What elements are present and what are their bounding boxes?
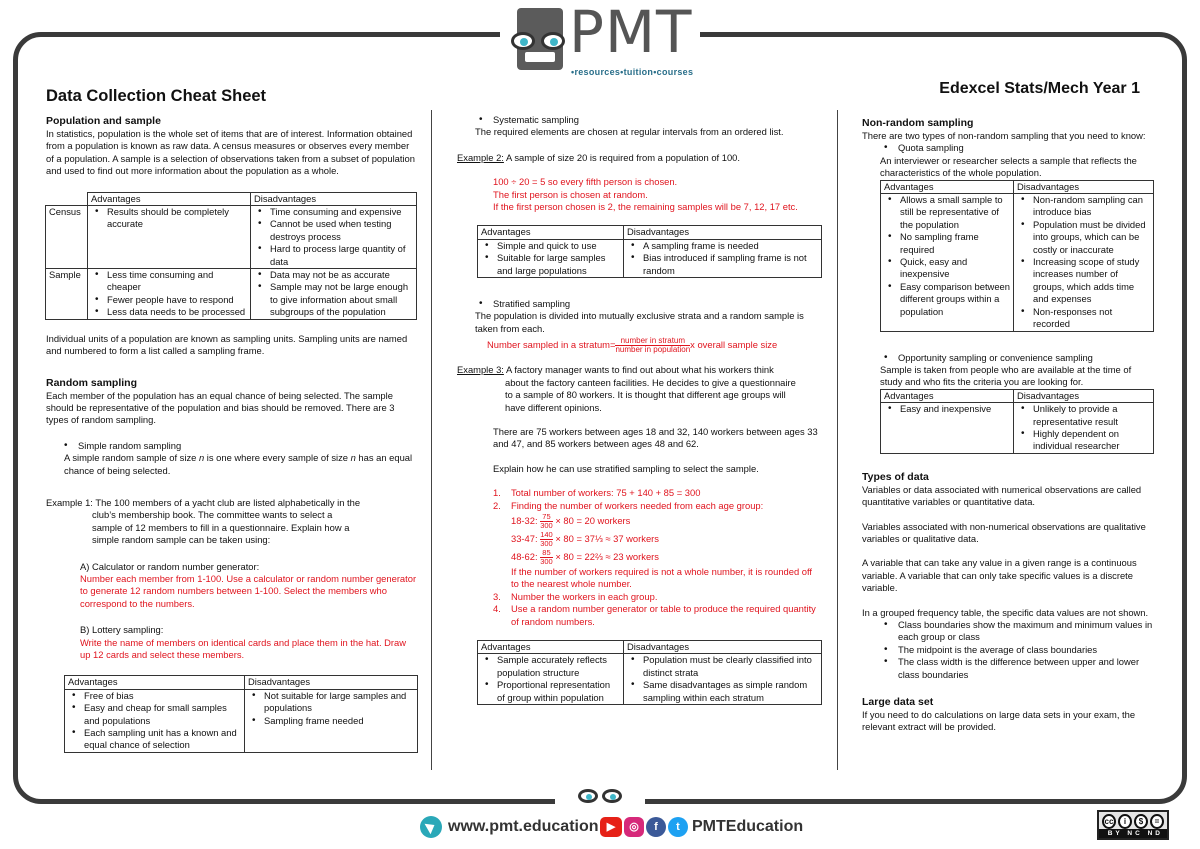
quota-table [880,180,1154,332]
paragraph: In statistics, population is the whole set of items that are of interest. Information obtained from a population is known as raw data. A census measures or observes every member of a population. A sample is a selection of observations taken from a subset of population and used to find out more information about the population as a whole. [46,128,415,177]
list-item: • Population must be clearly classified into distinct strata [627,654,818,679]
solution-steps [493,591,822,628]
list-item: • Opportunity sampling or convenience sampling [880,352,1154,364]
list-item: • Non-random sampling can introduce bias [1017,194,1150,219]
pmt-logo [505,0,705,78]
section-heading: Large data set [862,696,934,709]
table-header: Disadvantages [245,676,418,689]
list-item: • Time consuming and expensive [254,206,413,218]
step: 2. Finding the number of workers needed from each age group: [493,499,764,511]
nd-icon: = [1150,814,1164,829]
section-heading: Non-random sampling [862,117,974,129]
table-header: Advantages [65,676,245,689]
list-item: • Not suitable for large samples and populations [248,690,414,715]
table-header: Advantages [478,226,624,239]
group-row: 48-62: $\frac{85}{300}$ × 80 = 22⅔ ≈ 23 workers [511,547,659,566]
paragraph: Sample is taken from people who are available at the time of study and who fits the criteria you are looking for. [880,363,1132,388]
subpart-label: A) Calculator or random number generator: [80,560,260,572]
table-header: Disadvantages [624,226,822,239]
list-item: • Suitable for large samples and large populations [481,252,620,277]
list-item: • Sampling frame needed [248,715,414,727]
list-item: • Unlikely to provide a representative result [1017,403,1150,428]
paragraph: There are 75 workers between ages 18 and 32, 140 workers between ages 33 and 47, and 85 workers between ages 48 and 62. [493,425,818,450]
paragraph: Each member of the population has an equal chance of being selected. The sample should be representative of the population and bias should be removed. There are 3 types of random sampling. [46,389,395,426]
paragraph: If you need to do calculations on large data sets in your exam, the relevant extract will be provided. [862,709,1136,733]
page-subtitle: Edexcel Stats/Mech Year 1 [939,80,1140,97]
column-divider [837,110,838,770]
solution-steps [493,487,822,512]
example-2: Example 2: A sample of size 20 is required from a population of 100. [457,151,740,163]
paragraph: The population is divided into mutually exclusive strata and a random sample is taken from each. [475,310,804,334]
cc-icon: cc [1102,814,1116,829]
list-item: • Simple random sampling [60,440,418,452]
srs-table [64,675,418,752]
list-item: • A sampling frame is needed [627,240,818,252]
paragraph: In a grouped frequency table, the specific data values are not shown. [862,606,1149,618]
column-divider [431,110,432,770]
paragraph: A variable that can take any value in a given range is a continuous variable. A variable that can only take specific values is a discrete variable. [862,557,1137,594]
glasses-icon [578,789,624,805]
page-title: Data Collection Cheat Sheet [46,87,267,105]
paragraph: The required elements are chosen at regular intervals from an ordered list. [475,126,784,138]
row-label: Sample [46,269,88,320]
facebook-icon[interactable]: f [646,817,666,837]
social-handle[interactable]: PMTEducation [692,818,804,835]
group-row: 33-47: $\frac{140}{300}$ × 80 = 37⅓ ≈ 37 workers [511,529,659,548]
census-sample-table [45,192,417,320]
list-item: • Sample accurately reflects population structure [481,654,620,679]
example-3: Example 3: A factory manager wants to find out about what his workers think [457,364,774,376]
list-item: • Non-responses not recorded [1017,306,1150,331]
step: 3. Number the workers in each group. [493,590,658,602]
list-item: • Cannot be used when testing destroys process [254,218,413,243]
list-item: • Proportional representation of group within population [481,679,620,704]
column-1 [46,114,418,753]
list-item: • Fewer people have to respond [91,294,247,306]
list-item: • Quota sampling [880,142,1154,154]
cursor-icon [420,816,442,838]
list-item: • Less time consuming and cheaper [91,269,247,294]
list-item: • The midpoint is the average of class boundaries [880,644,1154,656]
example-1-text: club’s membership book. The committee wants to select a sample of 12 members to fill in a questionnaire. Explain how a simple random sample can be taken using: [92,509,350,546]
list-item: • Population must be divided into groups, which can be costly or inaccurate [1017,219,1150,256]
subpart-label: B) Lottery sampling: [80,624,164,636]
paragraph: There are two types of non-random sampling that you need to know: [862,130,1146,141]
table-header: Disadvantages [624,641,822,654]
list-item: • Easy comparison between different groups within a population [884,281,1010,318]
table-header: Advantages [881,180,1014,193]
answer-text: Number each member from 1-100. Use a calculator or random number generator to generate 12 random numbers between 1-100. Select the members who correspond to the numbers. [80,572,417,609]
step: 1. Total number of workers: 75 + 140 + 85 = 300 [493,487,701,499]
answer-text: If the first person chosen is 2, the remaining samples will be 7, 12, 17 etc. [493,201,798,213]
list-item: • Easy and cheap for small samples and populations [68,702,241,727]
list-item: • Bias introduced if sampling frame is not random [627,252,818,277]
logo-tagline: •resources•tuition•courses [571,67,694,77]
table-header: Advantages [881,389,1014,402]
table-header: Advantages [478,641,624,654]
paragraph: Explain how he can use stratified sampling to select the sample. [493,462,759,474]
list-item: • Sample may not be large enough to give information about small subgroups of the population [254,281,413,318]
stratified-table [477,640,822,705]
stratified-formula: Number sampled in a stratum= $\frac{\text{number in stratum}}{\text{number in population}}$ x overall sample size [487,336,778,355]
list-item: • Same disadvantages as simple random sampling within each stratum [627,679,818,704]
group-calculations [511,512,822,566]
logo-text: PMT [569,0,693,66]
by-icon: i [1118,814,1132,829]
column-3 [862,116,1154,734]
section-heading: Random sampling [46,376,138,389]
youtube-icon[interactable]: ▶ [600,817,622,837]
instagram-icon[interactable]: ◎ [624,817,644,837]
paragraph: A simple random sample of size n is one where every sample of size n has an equal chance of being selected. [64,452,413,476]
paragraph: Variables or data associated with numerical observations are called quantitative variables or quantitative data. [862,483,1142,508]
table-header: Disadvantages [1014,180,1154,193]
list-item: • Stratified sampling [475,298,822,310]
list-item: • Results should be completely accurate [91,206,247,231]
list-item: • Highly dependent on individual researcher [1017,428,1150,453]
paragraph: Individual units of a population are known as sampling units. Sampling units are named and numbered to form a list called a sampling frame. [46,332,408,357]
list-item: • Data may not be as accurate [254,269,413,281]
glasses-icon [511,32,569,52]
round-note: If the number of workers required is not a whole number, it is rounded off to the nearest whole number. [511,565,813,590]
group-row: 18-32: $\frac{75}{300}$ × 80 = 20 workers [511,511,631,530]
nc-icon: $ [1134,814,1148,829]
list-item: • Simple and quick to use [481,240,620,252]
list-item: • No sampling frame required [884,231,1010,256]
answer-text: Write the name of members on identical cards and place them in the hat. Draw up 12 cards and select these members. [80,636,407,660]
list-item: • Each sampling unit has a known and equal chance of selection [68,727,241,752]
list-item: • The class width is the difference between upper and lower class boundaries [880,656,1154,681]
answer-text: The first person is chosen at random. [493,188,648,200]
footer [0,814,1200,844]
row-label: Census [46,206,88,269]
table-header: Disadvantages [251,192,417,205]
list-item: • Systematic sampling [475,114,822,126]
paragraph: Variables associated with non-numerical observations are qualitative variables or qualitative data. [862,520,1146,544]
answer-text: 100 ÷ 20 = 5 so every fifth person is chosen. [493,176,678,188]
website-link[interactable]: www.pmt.education [448,818,599,835]
section-heading: Population and sample [46,115,161,127]
list-item: • Hard to process large quantity of data [254,243,413,268]
section-heading: Types of data [862,470,929,483]
column-2 [457,114,822,705]
list-item: • Easy and inexpensive [884,403,1010,415]
list-item: • Allows a small sample to still be representative of the population [884,194,1010,231]
paragraph: An interviewer or researcher selects a sample that reflects the characteristics of the whole population. [880,154,1137,179]
list-item: • Free of bias [68,690,241,702]
table-header: Disadvantages [1014,389,1154,402]
list-item: • Increasing scope of study increases number of groups, which adds time and expenses [1017,256,1150,306]
table-header: Advantages [88,192,251,205]
creative-commons-badge [1097,810,1169,840]
step: 4. Use a random number generator or table to produce the required quantity of random numbers. [493,603,816,627]
systematic-table [477,225,822,278]
license-text: BY NC ND [1099,829,1167,838]
list-item: • Less data needs to be processed [91,306,247,318]
opportunity-table [880,389,1154,454]
list-item: • Class boundaries show the maximum and minimum values in each group or class [880,619,1154,644]
twitter-icon[interactable]: t [668,817,688,837]
example-1: Example 1: The 100 members of a yacht club are listed alphabetically in the [46,496,361,508]
list-item: • Quick, easy and inexpensive [884,256,1010,281]
example-3-text: about the factory canteen facilities. He decides to give a questionnaire to a sample of 80 workers. It is thought that different age groups will have different opinions. [505,376,796,413]
